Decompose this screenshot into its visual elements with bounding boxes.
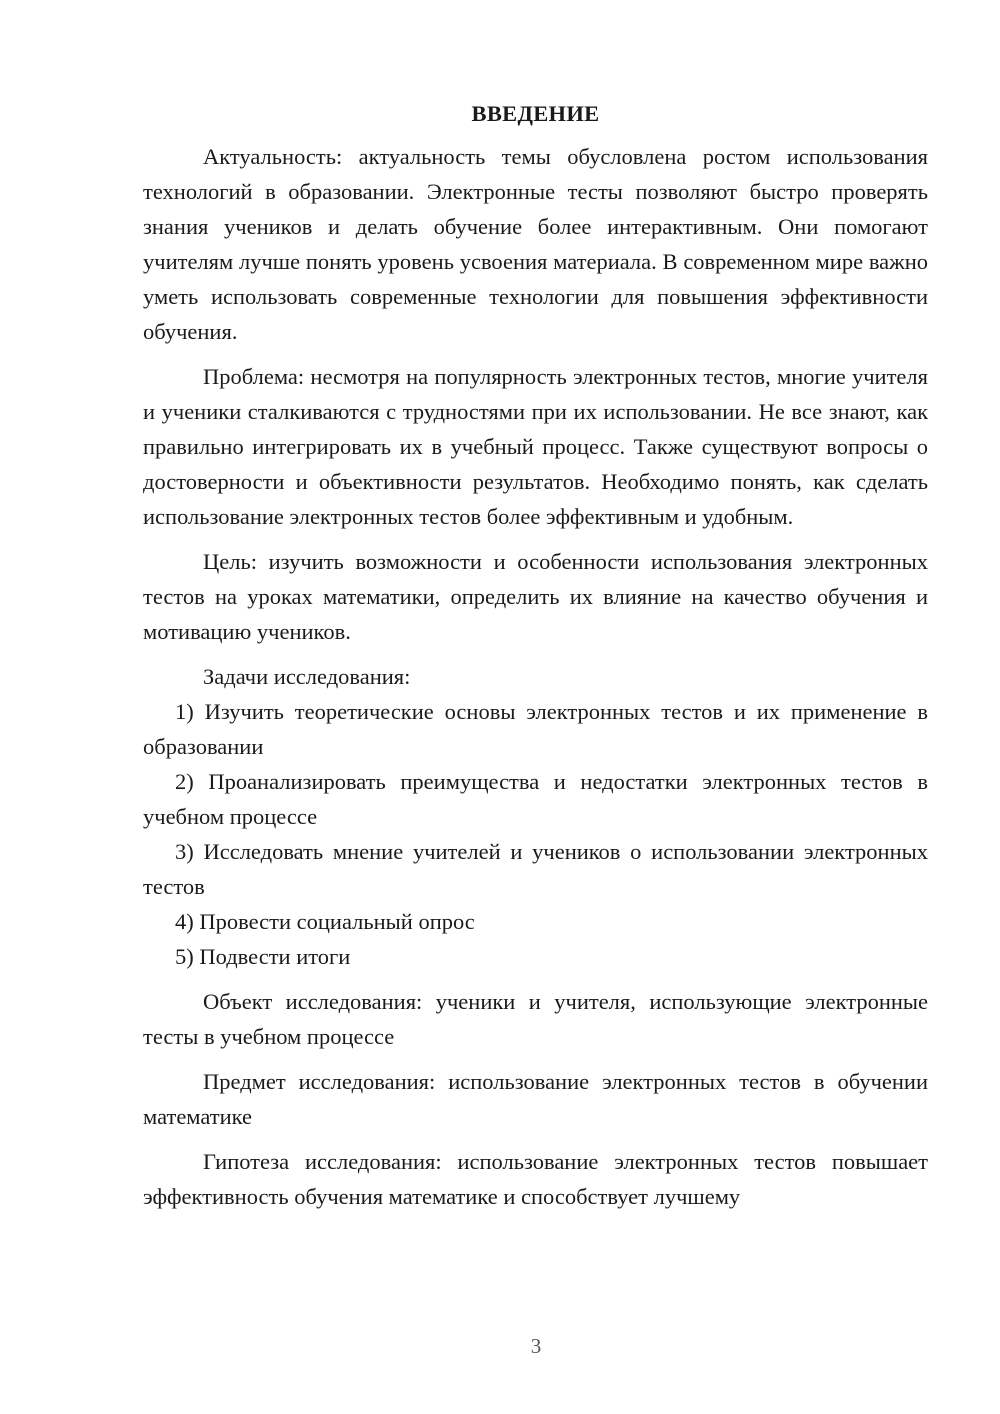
paragraph-object: Объект исследования: ученики и учителя, использующие электронные тесты в учебном процессе (143, 989, 928, 1049)
task-item-5: 5) Подвести итоги (175, 944, 351, 969)
task-item-2: 2) Проанализировать преимущества и недостатки электронных тестов в учебном процессе (143, 769, 928, 829)
page-number: 3 (530, 1334, 542, 1358)
task-item-4: 4) Провести социальный опрос (175, 909, 475, 934)
tasks-heading: Задачи исследования: (203, 664, 411, 689)
paragraph-subject: Предмет исследования: использование электронных тестов в обучении математике (143, 1069, 928, 1129)
page-title: ВВЕДЕНИЕ (471, 101, 600, 126)
paragraph-goal: Цель: изучить возможности и особенности использования электронных тестов на уроках математики, определить их влияние на качество обучения и мотивацию учеников. (143, 549, 928, 644)
paragraph-problem: Проблема: несмотря на популярность электронных тестов, многие учителя и ученики сталкиваются с трудностями при их использовании. Не все знают, как правильно интегрировать их в учебный процесс. Также существуют вопросы о достоверности и объективности результатов. Необходимо понять, как сделать использование электронных тестов более эффективным и удобным. (143, 364, 928, 529)
task-item-1: 1) Изучить теоретические основы электронных тестов и их применение в образовании (143, 699, 928, 759)
page-content (143, 96, 928, 1214)
paragraph-hypothesis: Гипотеза исследования: использование электронных тестов повышает эффективность обучения математике и способствует лучшему (143, 1149, 928, 1209)
task-item-3: 3) Исследовать мнение учителей и учеников о использовании электронных тестов (143, 839, 928, 899)
paragraph-relevance: Актуальность: актуальность темы обусловлена ростом использования технологий в образовании. Электронные тесты позволяют быстро проверять знания учеников и делать обучение более интерактивным. Они помогают учителям лучше понять уровень усвоения материала. В современном мире важно уметь использовать современные технологии для повышения эффективности обучения. (143, 144, 928, 344)
